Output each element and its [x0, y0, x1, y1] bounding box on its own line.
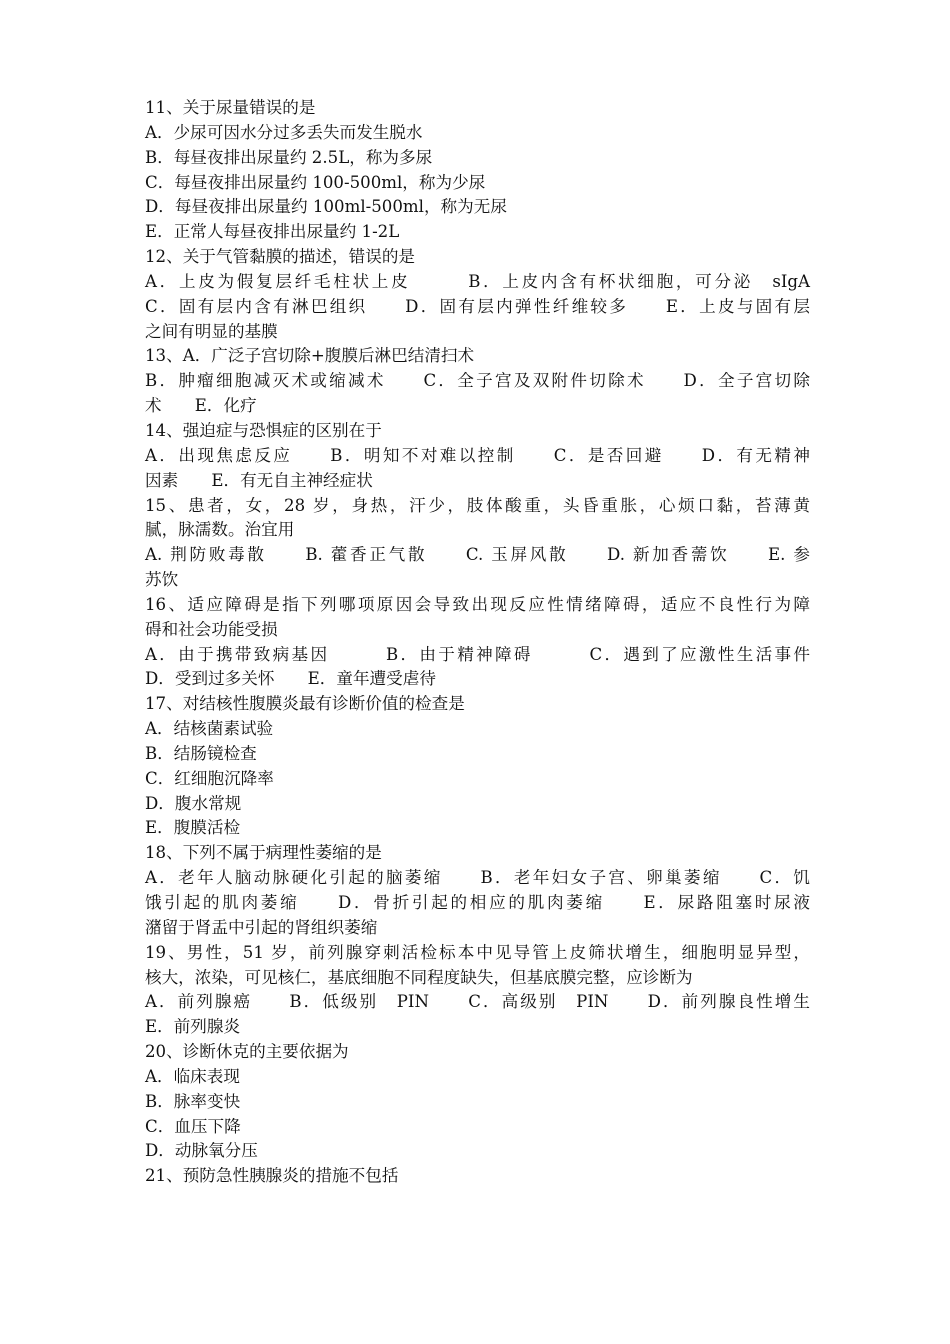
text-line: A．少尿可因水分过多丢失而发生脱水	[145, 122, 423, 142]
text-line: 16、适应障碍是指下列哪项原因会导致出现反应性情绪障碍，适应不良性行为障	[145, 594, 810, 614]
text-line: A．上皮为假复层纤毛柱状上皮 B．上皮内含有杯状细胞，可分泌 sIgA	[145, 271, 810, 291]
text-line: 潴留于肾盂中引起的肾组织萎缩	[145, 917, 378, 937]
text-line: 12、关于气管黏膜的描述，错误的是	[145, 247, 416, 267]
text-line: 13、A．广泛子宫切除+腹膜后淋巴结清扫术	[145, 346, 475, 366]
text-line: 腻，脉濡数。治宜用	[145, 520, 295, 540]
text-line: C．红细胞沉降率	[145, 768, 274, 788]
text-line: E．前列腺炎	[145, 1017, 241, 1037]
text-line: D．动脉氧分压	[145, 1141, 258, 1161]
text-line: B．脉率变快	[145, 1091, 241, 1111]
text-line: 因素 E．有无自主神经症状	[145, 470, 373, 490]
text-line: C．每昼夜排出尿量约 100-500ml，称为少尿	[145, 172, 486, 192]
text-line: 11、关于尿量错误的是	[145, 98, 316, 117]
text-line: 苏饮	[145, 570, 179, 590]
text-line: D．每昼夜排出尿量约 100ml-500ml，称为无尿	[145, 197, 507, 217]
text-line: 20、诊断休克的主要依据为	[145, 1042, 349, 1062]
text-line: 17、对结核性腹膜炎最有诊断价值的检查是	[145, 694, 465, 714]
text-line: C．血压下降	[145, 1116, 241, 1136]
text-line: C．固有层内含有淋巴组织 D．固有层内弹性纤维较多 E．上皮与固有层	[145, 296, 810, 316]
text-line: 核大，浓染，可见核仁，基底细胞不同程度缺失，但基底膜完整，应诊断为	[145, 967, 693, 987]
text-line: 15、患者，女，28 岁，身热，汗少，肢体酸重，头昏重胀，心烦口黏，苔薄黄	[145, 495, 810, 515]
text-line: 14、强迫症与恐惧症的区别在于	[145, 420, 382, 440]
text-line: 21、预防急性胰腺炎的措施不包括	[145, 1166, 399, 1186]
text-line: A．临床表现	[145, 1066, 240, 1086]
document-page	[145, 96, 810, 1189]
text-line: 之间有明显的基膜	[145, 321, 278, 341]
text-line: A．由于携带致病基因 B．由于精神障碍 C．遇到了应激性生活事件	[145, 644, 810, 664]
text-line: A. 荆防败毒散 B. 藿香正气散 C. 玉屏风散 D. 新加香薷饮 E. 参	[145, 545, 810, 565]
text-line: D．受到过多关怀 E．童年遭受虐待	[145, 669, 436, 689]
text-line: 19、男性，51 岁，前列腺穿刺活检标本中见导管上皮筛状增生，细胞明显异型，	[145, 942, 810, 962]
text-line: B．肿瘤细胞减灭术或缩减术 C．全子宫及双附件切除术 D．全子宫切除	[145, 371, 810, 391]
text-line: A．结核菌素试验	[145, 719, 274, 739]
text-line: A．老年人脑动脉硬化引起的脑萎缩 B．老年妇女子宫、卵巢萎缩 C．饥	[145, 868, 810, 888]
text-line: 18、下列不属于病理性萎缩的是	[145, 843, 382, 863]
text-line: B．结肠镜检查	[145, 743, 257, 763]
text-line: 饿引起的肌肉萎缩 D．骨折引起的相应的肌肉萎缩 E．尿路阻塞时尿液	[145, 893, 810, 912]
text-line: B．每昼夜排出尿量约 2.5L，称为多尿	[145, 147, 433, 167]
text-line: E．腹膜活检	[145, 818, 241, 838]
text-line: 术 E．化疗	[145, 396, 257, 416]
text-line: A．前列腺癌 B．低级别 PIN C．高级别 PIN D．前列腺良性增生	[145, 992, 810, 1012]
text-line: E．正常人每昼夜排出尿量约 1-2L	[145, 222, 400, 242]
text-line: 碍和社会功能受损	[145, 619, 278, 639]
text-line: A．出现焦虑反应 B．明知不对难以控制 C．是否回避 D．有无精神	[145, 445, 810, 465]
text-line: D．腹水常规	[145, 793, 242, 813]
